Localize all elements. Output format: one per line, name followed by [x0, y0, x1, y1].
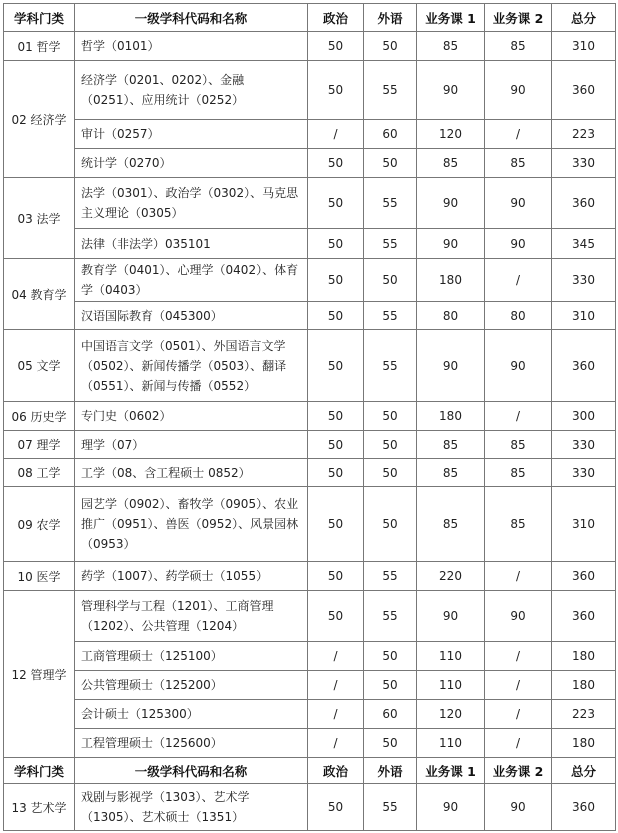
politics-score: /	[308, 642, 364, 671]
politics-score: 50	[308, 431, 364, 459]
subject2-score: /	[485, 562, 552, 591]
discipline-name-cell: 戏剧与影视学（1303）、艺术学（1305）、艺术硕士（1351）	[75, 784, 308, 831]
politics-score: /	[308, 729, 364, 758]
subject2-score: 85	[485, 149, 552, 178]
total-score: 180	[552, 671, 616, 700]
total-score: 310	[552, 302, 616, 330]
discipline-name-cell: 会计硕士（125300）	[75, 700, 308, 729]
subject2-score: 90	[485, 229, 552, 259]
table-row	[4, 402, 616, 431]
politics-score: 50	[308, 178, 364, 229]
total-score: 300	[552, 402, 616, 431]
column-header: 政治	[308, 4, 364, 32]
total-score: 223	[552, 700, 616, 729]
subject2-score: 90	[485, 61, 552, 120]
subject2-score: 90	[485, 330, 552, 402]
foreign-language-score: 50	[364, 402, 417, 431]
column-header: 总分	[552, 4, 616, 32]
discipline-name-cell: 专门史（0602）	[75, 402, 308, 431]
discipline-name-cell: 教育学（0401）、心理学（0402）、体育学（0403）	[75, 259, 308, 302]
table-row	[4, 32, 616, 61]
subject2-score: 85	[485, 32, 552, 61]
discipline-name-cell: 管理科学与工程（1201）、工商管理（1202）、公共管理（1204）	[75, 591, 308, 642]
politics-score: 50	[308, 259, 364, 302]
subject1-score: 85	[417, 459, 485, 487]
foreign-language-score: 55	[364, 61, 417, 120]
column-header: 一级学科代码和名称	[75, 758, 308, 784]
category-cell: 08 工学	[4, 459, 75, 487]
table-row	[4, 671, 616, 700]
table-row	[4, 330, 616, 402]
category-cell: 01 哲学	[4, 32, 75, 61]
total-score: 330	[552, 259, 616, 302]
table-row	[4, 431, 616, 459]
subject2-score: /	[485, 120, 552, 149]
politics-score: 50	[308, 330, 364, 402]
subject2-score: /	[485, 671, 552, 700]
politics-score: 50	[308, 149, 364, 178]
politics-score: 50	[308, 302, 364, 330]
column-header: 政治	[308, 758, 364, 784]
total-score: 360	[552, 178, 616, 229]
total-score: 310	[552, 487, 616, 562]
table-row	[4, 591, 616, 642]
politics-score: 50	[308, 591, 364, 642]
foreign-language-score: 50	[364, 431, 417, 459]
subject2-score: /	[485, 729, 552, 758]
column-header: 外语	[364, 758, 417, 784]
subject2-score: 90	[485, 784, 552, 831]
table-row	[4, 729, 616, 758]
total-score: 180	[552, 729, 616, 758]
politics-score: 50	[308, 459, 364, 487]
subject2-score: /	[485, 642, 552, 671]
subject2-score: 90	[485, 591, 552, 642]
column-header: 学科门类	[4, 758, 75, 784]
subject2-score: /	[485, 259, 552, 302]
subject1-score: 80	[417, 302, 485, 330]
score-table-continued	[3, 757, 616, 831]
discipline-name-cell: 理学（07）	[75, 431, 308, 459]
discipline-name-cell: 审计（0257）	[75, 120, 308, 149]
subject2-score: 90	[485, 178, 552, 229]
column-header: 业务课 1	[417, 4, 485, 32]
politics-score: /	[308, 700, 364, 729]
table-row	[4, 229, 616, 259]
politics-score: 50	[308, 562, 364, 591]
subject1-score: 85	[417, 431, 485, 459]
foreign-language-score: 50	[364, 149, 417, 178]
subject1-score: 110	[417, 671, 485, 700]
discipline-name-cell: 经济学（0201、0202）、金融（0251）、应用统计（0252）	[75, 61, 308, 120]
discipline-name-cell: 公共管理硕士（125200）	[75, 671, 308, 700]
foreign-language-score: 50	[364, 671, 417, 700]
politics-score: 50	[308, 32, 364, 61]
politics-score: /	[308, 671, 364, 700]
discipline-name-cell: 法律（非法学）035101	[75, 229, 308, 259]
total-score: 330	[552, 431, 616, 459]
subject1-score: 180	[417, 402, 485, 431]
subject1-score: 90	[417, 784, 485, 831]
total-score: 180	[552, 642, 616, 671]
total-score: 330	[552, 149, 616, 178]
foreign-language-score: 50	[364, 487, 417, 562]
foreign-language-score: 50	[364, 259, 417, 302]
table-row	[4, 61, 616, 120]
category-cell: 02 经济学	[4, 61, 75, 178]
subject1-score: 110	[417, 642, 485, 671]
discipline-name-cell: 法学（0301）、政治学（0302）、马克思主义理论（0305）	[75, 178, 308, 229]
category-cell: 04 教育学	[4, 259, 75, 330]
category-cell: 12 管理学	[4, 591, 75, 758]
foreign-language-score: 50	[364, 642, 417, 671]
foreign-language-score: 50	[364, 459, 417, 487]
table-row	[4, 642, 616, 671]
politics-score: 50	[308, 784, 364, 831]
table-row	[4, 178, 616, 229]
category-cell: 07 理学	[4, 431, 75, 459]
table-row	[4, 487, 616, 562]
discipline-name-cell: 园艺学（0902）、畜牧学（0905）、农业推广（0951）、兽医（0952）、风景园林（0953）	[75, 487, 308, 562]
column-header: 外语	[364, 4, 417, 32]
category-cell: 03 法学	[4, 178, 75, 259]
discipline-name-cell: 汉语国际教育（045300）	[75, 302, 308, 330]
column-header: 业务课 2	[485, 758, 552, 784]
column-header: 总分	[552, 758, 616, 784]
politics-score: 50	[308, 402, 364, 431]
table-row	[4, 259, 616, 302]
subject1-score: 90	[417, 61, 485, 120]
discipline-name-cell: 药学（1007）、药学硕士（1055）	[75, 562, 308, 591]
foreign-language-score: 55	[364, 178, 417, 229]
foreign-language-score: 60	[364, 700, 417, 729]
subject1-score: 90	[417, 229, 485, 259]
subject1-score: 180	[417, 259, 485, 302]
category-cell: 06 历史学	[4, 402, 75, 431]
subject1-score: 120	[417, 120, 485, 149]
politics-score: 50	[308, 61, 364, 120]
subject2-score: 85	[485, 487, 552, 562]
foreign-language-score: 50	[364, 32, 417, 61]
discipline-name-cell: 工商管理硕士（125100）	[75, 642, 308, 671]
subject1-score: 220	[417, 562, 485, 591]
total-score: 330	[552, 459, 616, 487]
total-score: 310	[552, 32, 616, 61]
subject2-score: 80	[485, 302, 552, 330]
table-row	[4, 302, 616, 330]
table-row	[4, 784, 616, 831]
table-row	[4, 120, 616, 149]
column-header: 业务课 1	[417, 758, 485, 784]
foreign-language-score: 55	[364, 330, 417, 402]
subject2-score: 85	[485, 459, 552, 487]
score-table	[3, 3, 616, 758]
table-row	[4, 149, 616, 178]
foreign-language-score: 55	[364, 562, 417, 591]
subject1-score: 90	[417, 330, 485, 402]
column-header: 业务课 2	[485, 4, 552, 32]
table-row	[4, 459, 616, 487]
foreign-language-score: 55	[364, 302, 417, 330]
total-score: 360	[552, 591, 616, 642]
subject1-score: 85	[417, 487, 485, 562]
subject1-score: 110	[417, 729, 485, 758]
table-row	[4, 562, 616, 591]
category-cell: 05 文学	[4, 330, 75, 402]
category-cell: 09 农学	[4, 487, 75, 562]
foreign-language-score: 55	[364, 784, 417, 831]
total-score: 223	[552, 120, 616, 149]
subject2-score: 85	[485, 431, 552, 459]
discipline-name-cell: 工学（08、含工程硕士 0852）	[75, 459, 308, 487]
politics-score: 50	[308, 229, 364, 259]
total-score: 360	[552, 61, 616, 120]
table-row	[4, 700, 616, 729]
foreign-language-score: 50	[364, 729, 417, 758]
category-cell: 13 艺术学	[4, 784, 75, 831]
subject1-score: 90	[417, 178, 485, 229]
subject1-score: 85	[417, 149, 485, 178]
discipline-name-cell: 哲学（0101）	[75, 32, 308, 61]
discipline-name-cell: 中国语言文学（0501）、外国语言文学（0502）、新闻传播学（0503）、翻译（0551）、新闻与传播（0552）	[75, 330, 308, 402]
total-score: 345	[552, 229, 616, 259]
category-cell: 10 医学	[4, 562, 75, 591]
politics-score: /	[308, 120, 364, 149]
total-score: 360	[552, 562, 616, 591]
subject1-score: 120	[417, 700, 485, 729]
subject2-score: /	[485, 402, 552, 431]
politics-score: 50	[308, 487, 364, 562]
discipline-name-cell: 工程管理硕士（125600）	[75, 729, 308, 758]
total-score: 360	[552, 330, 616, 402]
column-header: 一级学科代码和名称	[75, 4, 308, 32]
foreign-language-score: 55	[364, 229, 417, 259]
column-header: 学科门类	[4, 4, 75, 32]
foreign-language-score: 55	[364, 591, 417, 642]
foreign-language-score: 60	[364, 120, 417, 149]
subject1-score: 85	[417, 32, 485, 61]
subject1-score: 90	[417, 591, 485, 642]
discipline-name-cell: 统计学（0270）	[75, 149, 308, 178]
subject2-score: /	[485, 700, 552, 729]
total-score: 360	[552, 784, 616, 831]
